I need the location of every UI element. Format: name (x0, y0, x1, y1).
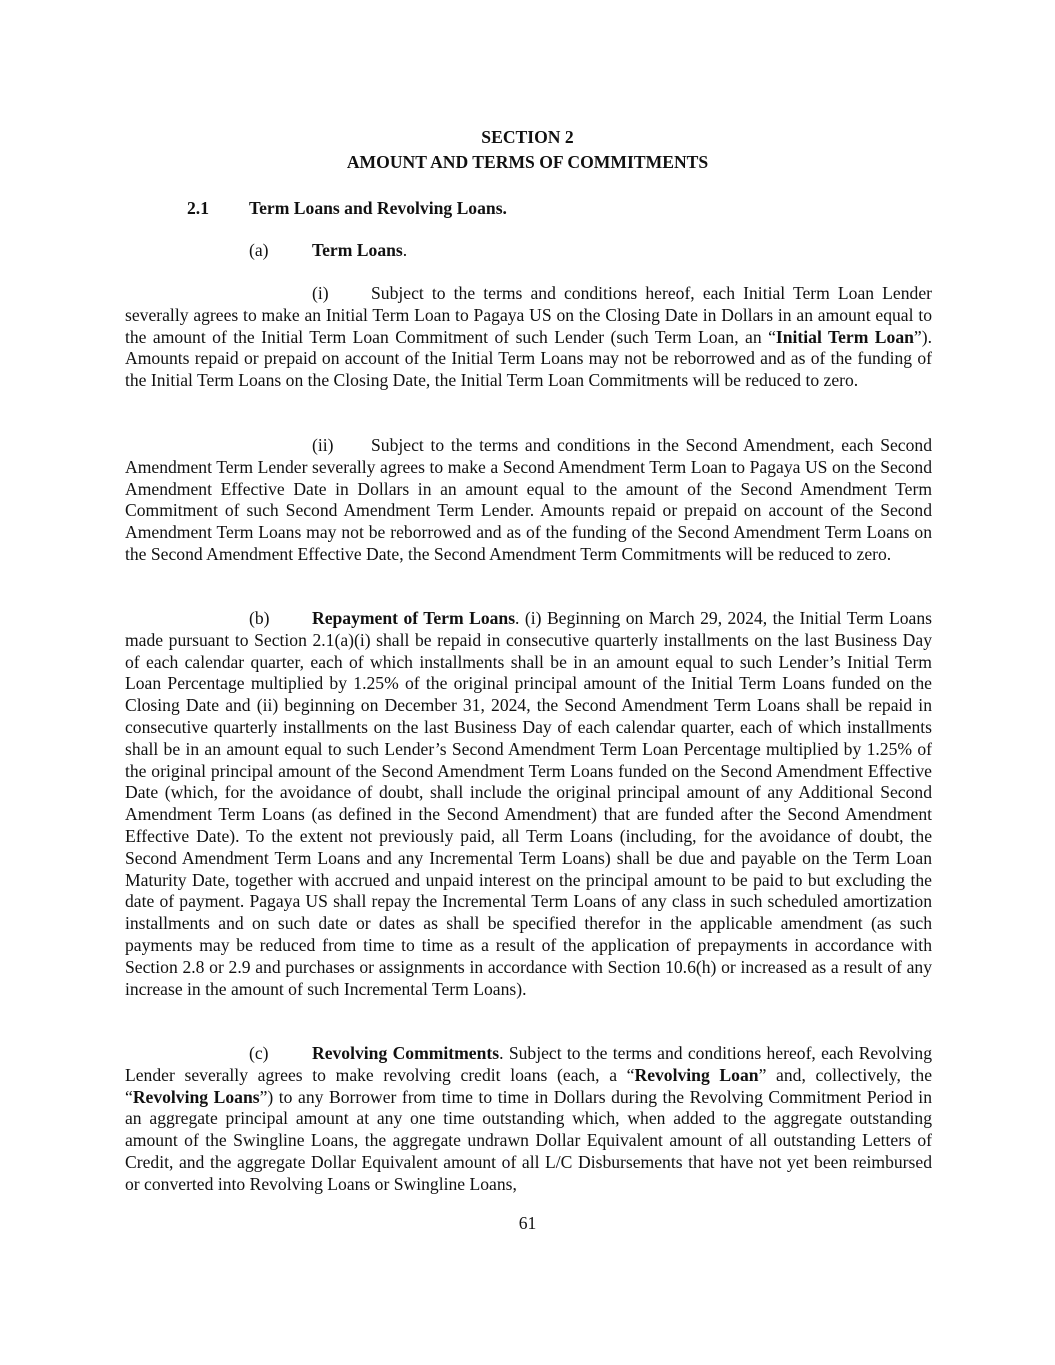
clause-a-i-paragraph (125, 283, 932, 392)
subsection-number: 2.1 (187, 198, 209, 218)
clause-c-defined-term-2: Revolving Loans (132, 1086, 260, 1107)
subsection-title: Term Loans and Revolving Loans. (249, 198, 507, 218)
clause-a-ii-label: (ii) (312, 435, 334, 455)
clause-c-text-2: ” and, collectively, the “ (125, 1064, 933, 1107)
clause-a-i-text-1: Subject to the terms and conditions hereof, each Initial Term Loan Lender severally agrees to make an Initial Term Loan to Pagaya US on the Closing Date in Dollars in an amount equal to the amount of the Initial Term Loan Commitment of such Lender (such Term Loan, an “ (125, 283, 932, 347)
clause-c-text-1: . Subject to the terms and conditions hereof, each Revolving Lender severally agrees to make revolving credit loans (each, a “ (125, 1043, 932, 1085)
clause-a-ii-paragraph (125, 435, 932, 566)
clause-c-paragraph (125, 1043, 932, 1196)
clause-c-text-3: ”) to any Borrower from time to time in Dollars during the Revolving Commitment Period in an aggregate principal amount at any one time outstanding which, when added to the aggregate outstanding amount of the Swingline Loans, the aggregate undrawn Dollar Equivalent amount of all outstanding Letters of Credit, and the aggregate Dollar Equivalent amount of all L/C Disbursements that have not yet been reimbursed or converted into Revolving Loans or Swingline Loans, (125, 1086, 932, 1194)
section-title: AMOUNT AND TERMS OF COMMITMENTS (346, 152, 709, 172)
clause-c-label: (c) (249, 1043, 269, 1063)
section-number: SECTION 2 (481, 127, 574, 147)
clause-b-paragraph (125, 608, 932, 1000)
page-number: 61 (518, 1213, 537, 1233)
clause-a-heading (312, 240, 407, 262)
clause-c-defined-term-1: Revolving Loan (634, 1064, 759, 1085)
clause-c-title: Revolving Commitments (312, 1043, 500, 1063)
clause-a-i-text-2: ”). Amounts repaid or prepaid on account of the Initial Term Loans may not be reborrowed and as of the funding of the Initial Term Loans on the Closing Date, the Initial Term Loan Commitments will be reduced to zero. (125, 326, 932, 391)
clause-a-title: Term Loans (312, 240, 403, 260)
clause-b-label: (b) (249, 608, 270, 628)
clause-a-label: (a) (249, 240, 269, 260)
clause-a-title-end: . (402, 240, 408, 260)
clause-a-i-label: (i) (312, 283, 329, 303)
clause-a-ii-text: Subject to the terms and conditions in the Second Amendment, each Second Amendment Term Lender severally agrees to make a Second Amendment Term Loan to Pagaya US on the Second Amendment Effective Date in Dollars in an amount equal to the amount of the Second Amendment Term Commitment of such Second Amendment Term Lender. Amounts repaid or prepaid on account of the Second Amendment Term Loans may not be reborrowed and as of the funding of the Second Amendment Term Loans on the Second Amendment Effective Date, the Second Amendment Term Commitments will be reduced to zero. (125, 435, 932, 564)
clause-b-title: Repayment of Term Loans (312, 608, 516, 628)
clause-b-text: . (i) Beginning on March 29, 2024, the Initial Term Loans made pursuant to Section 2.1(a)(i) shall be repaid in consecutive quarterly installments on the last Business Day of each calendar quarter, each of which installments shall be in an amount equal to such Lender’s Initial Term Loan Percentage multiplied by 1.25% of the original principal amount of the Initial Term Loans funded on the Closing Date and (ii) beginning on December 31, 2024, the Second Amendment Term Loans shall be repaid in consecutive quarterly installments on the last Business Day of each calendar quarter, each of which installments shall be in an amount equal to such Lender’s Second Amendment Term Loan Percentage multiplied by 1.25% of the original principal amount of the Second Amendment Term Loans funded on the Second Amendment Effective Date (which, for the avoidance of doubt, shall include the original principal amount of any Additional Second Amendment Term Loans (as defined in the Second Amendment) that are funded after the Second Amendment Effective Date). To the extent not previously paid, all Term Loans (including, for the avoidance of doubt, the Second Amendment Term Loans and any Incremental Term Loans) shall be due and payable on the Term Loan Maturity Date, together with accrued and unpaid interest on the principal amount to be paid to but excluding the date of payment. Pagaya US shall repay the Incremental Term Loans of any class in such scheduled amortization installments and on such date or dates as shall be specified therefor in the applicable amendment (as such payments may be reduced from time to time as a result of the application of prepayments in accordance with Section 2.8 or 2.9 and purchases or assignments in accordance with Section 10.6(h) or increased as a result of any increase in the amount of such Incremental Term Loans). (125, 608, 932, 999)
clause-a-i-defined-term: Initial Term Loan (775, 326, 914, 347)
